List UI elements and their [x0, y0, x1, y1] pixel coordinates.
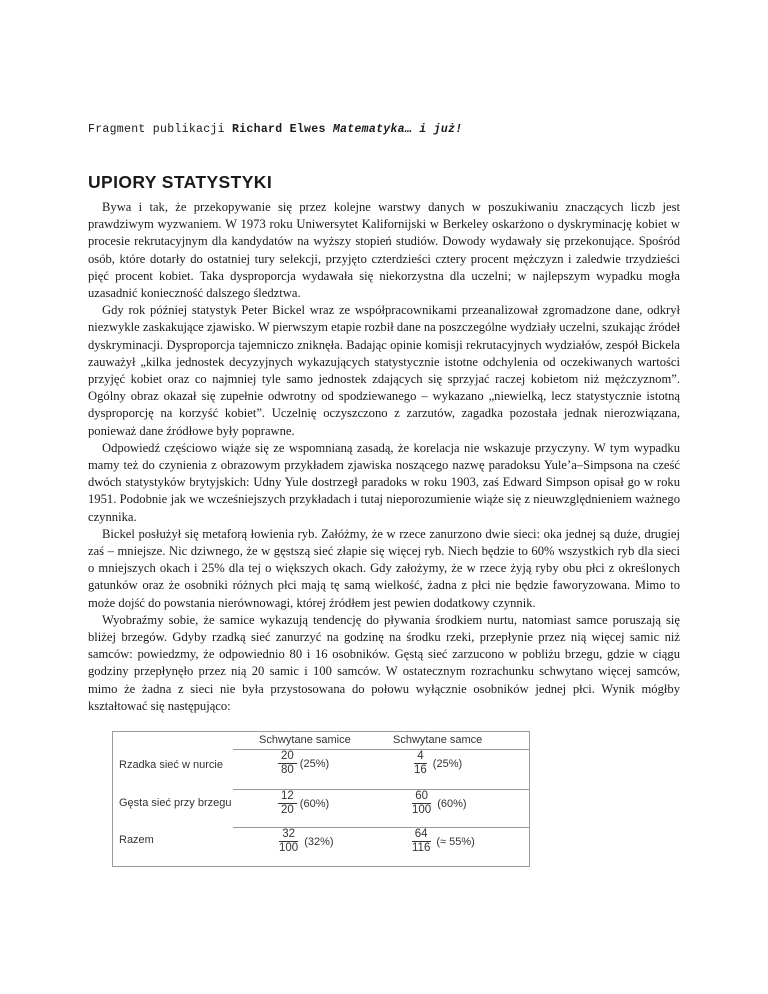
article-body [88, 199, 680, 715]
cell-male-sparse [411, 750, 462, 777]
fraction [276, 828, 301, 855]
numerator: 12 [278, 790, 297, 804]
section-heading: UPIORY STATYSTYKI [88, 172, 273, 192]
cell-female-sparse [278, 750, 329, 777]
source-line [88, 123, 462, 136]
fraction [278, 790, 297, 817]
denominator: 16 [414, 764, 427, 776]
numerator: 20 [278, 750, 297, 764]
denominator: 80 [281, 764, 294, 776]
paragraph: Wyobraźmy sobie, że samice wykazują tendencję do pływania środkiem nurtu, natomiast samce poruszają się bliżej brzegów. Gdyby rzadką sieć zanurzyć na godzinę na środku rzeki, przepłynie przez nią więcej samic niż samców: powiedzmy, że odpowiednio 80 i 16 osobników. Gęstą sieć zarzucono w pobliżu brzegu, gdzie w ciągu godziny przepłynęło przez nią 20 samic i 100 samców. W ostatecznym rozrachunku schwytano więcej samców, mimo że żadna z sieci nie była przystosowana do połowu wyłącznie osobników jednej płci. Wynik mógłby kształtować się następująco: [88, 612, 680, 713]
row-label-sparse-net: Rzadka sieć w nurcie [119, 759, 223, 771]
fraction [278, 750, 297, 777]
catch-table [112, 731, 530, 867]
denominator: 100 [412, 804, 432, 816]
column-header-male: Schwytane samce [393, 734, 483, 746]
cell-male-total [409, 828, 475, 855]
numerator: 32 [279, 828, 298, 842]
fraction [409, 828, 433, 855]
denominator: 20 [281, 804, 294, 816]
cell-male-dense [409, 790, 467, 817]
paragraph: Gdy rok później statystyk Peter Bickel wraz ze współpracownikami przeanalizował zgromadzone dane, odkrył niezwykle zaskakujące zjawisko. W pierwszym etapie rozbił dane na poszczególne wydziały uczelni, szukając źródeł dyskryminacji. Dysproporcja tajemniczo zniknęła. Badając opinie komisji rekrutacyjnych wydziałów, zespół Bickela zauważył „kilka jednostek decyzyjnych wykazujących statystycznie istotne odchylenia od oczekiwanych wartości przyjęć kobiet oraz co najmniej tyle samo jednostek zdających się sprzyjać raczej kobietom niż mężczyznom”. Ogólny obraz okazał się zupełnie odwrotny od spodziewanego – wykazano „niewielką, lecz statystycznie istotną dysproporcję na korzyść kobiet”. Uczelnię oczyszczono z zarzutów, zagadka pozostała jednak nierozwiązana, ponieważ dane źródłowe były poprawne. [88, 303, 680, 438]
percentage: (32%) [304, 835, 334, 848]
row-label-dense-net: Gęsta sieć przy brzegu [119, 797, 232, 809]
cell-female-total [276, 828, 334, 855]
paragraph: Odpowiedź częściowo wiąże się ze wspomnianą zasadą, że korelacja nie wskazuje przyczyny. W tym wypadku mamy też do czynienia z obrazowym przykładem zjawiska noszącego nazwę paradoksu Yule’a–Simpsona na cześć dwóch statystyków brytyjskich: Udny Yule dostrzegł paradoks w roku 1903, zaś Edward Simpson opisał go w roku 1951. Podobnie jak we wcześniejszych przykładach i tutaj nieporozumienie wiąże się z nieuwzględnieniem ważnego czynnika. [88, 440, 680, 524]
fraction [411, 750, 430, 777]
paragraph: Bywa i tak, że przekopywanie się przez kolejne warstwy danych w poszukiwaniu znaczących liczb jest prawdziwym wyzwaniem. W 1973 roku Uniwersytet Kalifornijski w Berkeley oskarżono o dyskryminację kobiet w procesie rekrutacyjnym dla kandydatów na wyższy stopień studiów. Dowody wydawały się przekonujące. Spośród osób, które dotarły do ostatniej tury selekcji, przyjęto czterdzieści cztery procent mężczyzn i zaledwie trzydzieści pięć procent kobiet. Taka dysproporcja wydawała się niekorzystna dla uczelni; w najlepszym wypadku mogła uzasadnić konieczność dalszego śledztwa. [88, 200, 680, 301]
row-label-total: Razem [119, 834, 154, 846]
cell-female-dense [278, 790, 329, 817]
percentage: (60%) [299, 797, 330, 810]
denominator: 116 [412, 842, 431, 854]
numerator: 4 [414, 750, 426, 764]
denominator: 100 [279, 842, 299, 854]
fraction [409, 790, 434, 817]
numerator: 64 [412, 828, 431, 842]
paragraph: Bickel posłużył się metaforą łowienia ryb. Załóżmy, że w rzece zanurzono dwie sieci: oka jednej są duże, drugiej zaś – mniejsze. Nic dziwnego, że w gęstszą sieć złapie się więcej ryb. Niech będzie to 60% wszystkich ryb dla sieci o mniejszych okach i 25% dla tej o większych okach. Gdy założymy, że w rzece żyją ryby obu płci z określonych gatunków oraz że osobniki różnych płci mają tę samą wielkość, żadna z płci nie będzie faworyzowana. Mimo to może dojść do powstania nierównowagi, której źródłem jest pewien dodatkowy czynnik. [88, 526, 680, 610]
numerator: 60 [412, 790, 431, 804]
percentage: (25%) [299, 757, 330, 770]
source-title: Matematyka… i już! [332, 123, 463, 136]
source-prefix: Fragment publikacji [88, 123, 225, 136]
column-header-female: Schwytane samice [259, 734, 351, 746]
percentage: (60%) [437, 797, 467, 810]
percentage: (25%) [432, 757, 463, 770]
percentage: (≈ 55%) [436, 835, 475, 848]
source-author: Richard Elwes [232, 123, 326, 136]
